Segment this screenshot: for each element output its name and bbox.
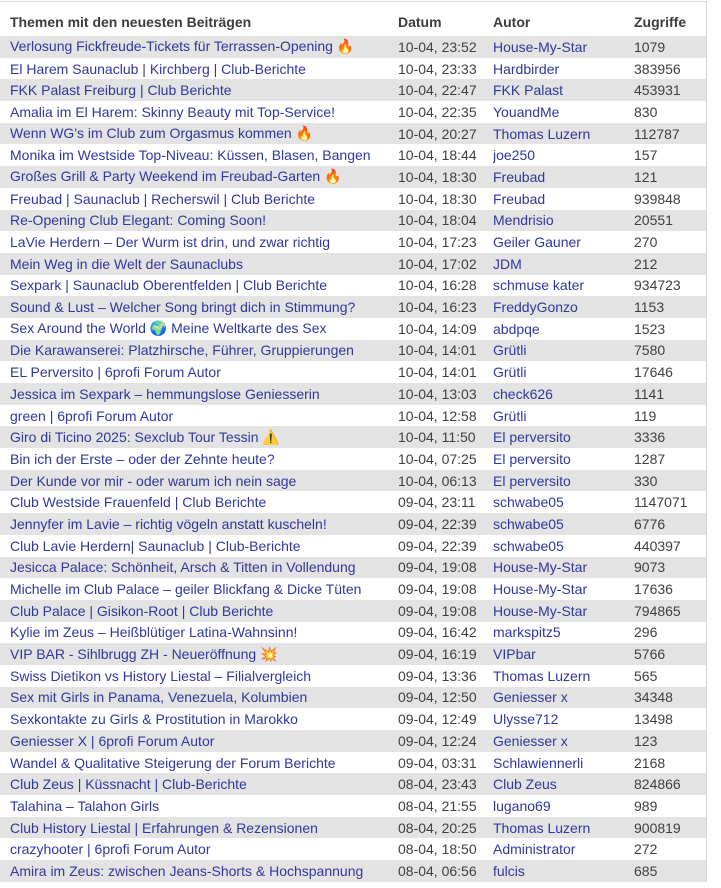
views-cell: 112787 [634,125,680,142]
views-cell: 1153 [634,299,665,316]
topic-link[interactable]: Die Karawanserei: Platzhirsche, Führer, Gruppierungen [10,342,354,359]
table-row [0,448,706,470]
topic-link[interactable]: Jennyfer im Lavie – richtig vögeln anstatt kuscheln! [10,515,327,532]
views-cell: 440397 [634,537,681,554]
views-cell: 20551 [634,212,673,229]
author-link[interactable]: House-My-Star [493,559,588,576]
date-cell: 10-04, 18:30 [398,168,477,185]
table-row [0,513,706,535]
topic-link[interactable]: Amalia im El Harem: Skinny Beauty mit Top-Service! [10,103,335,120]
topic-link[interactable]: Monika im Westside Top-Niveau: Küssen, Blasen, Bangen [10,147,371,164]
views-cell: 453931 [634,82,681,99]
date-cell: 09-04, 12:49 [398,711,477,728]
views-cell: 119 [634,407,657,424]
views-cell: 2168 [634,754,666,771]
table-row [0,817,706,839]
topic-link[interactable]: Club Lavie Herdern| Saunaclub | Club-Berichte [10,537,301,554]
table-row [0,708,706,730]
author-link[interactable]: El perversito [493,450,571,467]
date-cell: 10-04, 07:25 [398,450,477,467]
views-cell: 824866 [634,776,681,793]
author-link[interactable]: Geiler Gauner [493,234,581,251]
table-row [0,275,706,297]
date-cell: 09-04, 19:08 [398,602,477,619]
author-link[interactable]: YouandMe [493,103,560,120]
table-row [0,296,706,318]
views-cell: 1287 [634,450,666,467]
date-cell: 10-04, 18:30 [398,190,477,207]
topic-link[interactable]: green | 6profi Forum Autor [10,407,174,424]
author-link[interactable]: VIPbar [493,646,536,663]
author-link[interactable]: Mendrisio [493,212,554,229]
topic-link[interactable]: Giro di Ticino 2025: Sexclub Tour Tessin ⚠️ [10,428,280,445]
views-cell: 34348 [634,689,673,706]
table-row [0,253,706,275]
table-row [0,600,706,622]
topic-link[interactable]: Jessica im Sexpark – hemmungslose Geniesserin [10,385,320,402]
date-cell: 10-04, 23:52 [398,38,477,55]
topic-link[interactable]: Sexpark | Saunaclub Oberentfelden | Club Berichte [10,277,328,294]
table-row [0,318,706,340]
views-cell: 272 [634,841,658,858]
author-link[interactable]: abdpqe [493,320,540,337]
author-link[interactable]: House-My-Star [493,581,588,598]
topic-link[interactable]: Wenn WG's im Club zum Orgasmus kommen 🔥 [10,125,314,142]
topic-link[interactable]: LaVie Herdern – Der Wurm ist drin, und zwar richtig [10,234,331,251]
author-link[interactable]: Hardbirder [493,60,560,77]
author-link[interactable]: House-My-Star [493,602,588,619]
date-cell: 10-04, 06:13 [398,472,477,489]
topic-link[interactable]: Michelle im Club Palace – geiler Blickfang & Dicke Tüten [10,581,362,598]
table-row [0,36,706,58]
views-cell: 121 [634,168,658,185]
topic-link[interactable]: Verlosung Fickfreude-Tickets für Terrassen-Opening 🔥 [10,38,355,55]
table-row [0,535,706,557]
column-header-views: Zugriffe [634,14,687,30]
date-cell: 09-04, 03:31 [398,754,477,771]
author-link[interactable]: FKK Palast [493,82,564,99]
author-link[interactable]: Ulysse712 [493,711,559,728]
date-cell: 09-04, 22:39 [398,537,477,554]
topic-link[interactable]: VIP BAR - Sihlbrugg ZH - Neueröffnung 💥 [10,645,278,662]
views-cell: 3336 [634,429,666,446]
table-row [0,79,706,101]
table-row [0,383,706,405]
author-link[interactable]: markspitz5 [493,624,561,641]
author-link[interactable]: El perversito [493,472,571,489]
topic-link[interactable]: FKK Palast Freiburg | Club Berichte [10,82,232,99]
topic-link[interactable]: Wandel & Qualitative Steigerung der Forum Berichte [10,754,336,771]
date-cell: 08-04, 06:56 [398,862,477,879]
author-link[interactable]: schmuse kater [493,277,585,294]
views-cell: 13498 [634,711,673,728]
views-cell: 900819 [634,819,681,836]
author-link[interactable]: schwabe05 [493,537,564,554]
topic-link[interactable]: Mein Weg in die Welt der Saunaclubs [10,255,243,272]
views-cell: 5766 [634,646,666,663]
date-cell: 08-04, 23:43 [398,776,477,793]
topic-link[interactable]: Sex Around the World 🌍 Meine Weltkarte des Sex [10,320,327,337]
author-link[interactable]: Grütli [493,407,527,424]
views-cell: 939848 [634,190,681,207]
date-cell: 08-04, 18:50 [398,841,477,858]
table-row [0,231,706,253]
topics-table [0,1,707,882]
column-header-topics: Themen mit den neuesten Beiträgen [10,14,252,30]
date-cell: 10-04, 13:03 [398,385,477,402]
author-link[interactable]: Schlawiennerli [493,754,584,771]
date-cell: 10-04, 14:09 [398,320,477,337]
author-link[interactable]: FreddyGonzo [493,299,578,316]
table-row [0,101,706,123]
author-link[interactable]: Freubad [493,168,546,185]
author-link[interactable]: Grütli [493,342,527,359]
views-cell: 794865 [634,602,681,619]
author-link[interactable]: fulcis [493,862,525,879]
date-cell: 10-04, 12:58 [398,407,477,424]
date-cell: 09-04, 12:24 [398,732,477,749]
author-link[interactable]: Geniesser x [493,732,568,749]
views-cell: 934723 [634,277,681,294]
views-cell: 9073 [634,559,666,576]
views-cell: 685 [634,862,658,879]
table-row [0,578,706,600]
date-cell: 10-04, 18:04 [398,212,477,229]
date-cell: 10-04, 23:33 [398,60,477,77]
author-link[interactable]: Freubad [493,190,546,207]
date-cell: 10-04, 11:50 [398,429,476,446]
topic-link[interactable]: Club History Liestal | Erfahrungen & Rezensionen [10,819,318,836]
views-cell: 1523 [634,320,666,337]
date-cell: 09-04, 13:36 [398,667,477,684]
date-cell: 10-04, 18:44 [398,147,477,164]
topic-link[interactable]: Amira im Zeus: zwischen Jeans-Shorts & Hochspannung [10,862,364,879]
date-cell: 10-04, 14:01 [398,364,477,381]
topic-link[interactable]: Der Kunde vor mir - oder warum ich nein sage [10,472,297,489]
table-row [0,643,706,665]
table-row [0,795,706,817]
date-cell: 10-04, 22:35 [398,103,477,120]
date-cell: 10-04, 22:47 [398,82,477,99]
date-cell: 09-04, 19:08 [398,559,477,576]
date-cell: 08-04, 21:55 [398,797,477,814]
topic-link[interactable]: Kylie im Zeus – Heißblütiger Latina-Wahnsinn! [10,624,298,641]
table-row [0,752,706,774]
views-cell: 383956 [634,60,681,77]
views-cell: 17646 [634,364,673,381]
author-link[interactable]: schwabe05 [493,515,564,532]
topic-link[interactable]: Talahina – Talahon Girls [10,797,160,814]
author-link[interactable]: El perversito [493,429,571,446]
topic-link[interactable]: Sexkontakte zu Girls & Prostitution in Marokko [10,711,298,728]
views-cell: 212 [634,255,658,272]
date-cell: 10-04, 16:23 [398,299,477,316]
topic-link[interactable]: EL Perversito | 6profi Forum Autor [10,364,221,381]
views-cell: 1147071 [634,494,688,511]
views-cell: 157 [634,147,658,164]
views-cell: 296 [634,624,658,641]
date-cell: 09-04, 16:42 [398,624,477,641]
views-cell: 7580 [634,342,666,359]
author-link[interactable]: Geniesser x [493,689,568,706]
views-cell: 1141 [634,385,665,402]
table-row [0,426,706,448]
column-header-date: Datum [398,14,442,30]
author-link[interactable]: Grütli [493,364,527,381]
table-row [0,144,706,166]
topic-link[interactable]: Club Zeus | Küssnacht | Club-Berichte [10,776,247,793]
author-link[interactable]: Thomas Luzern [493,819,591,836]
date-cell: 09-04, 12:50 [398,689,477,706]
topic-link[interactable]: Re-Opening Club Elegant: Coming Soon! [10,212,267,229]
topic-link[interactable]: Bin ich der Erste – oder der Zehnte heute? [10,450,275,467]
views-cell: 989 [634,797,658,814]
table-row [0,210,706,232]
topic-link[interactable]: Swiss Dietikon vs History Liestal – Filialvergleich [10,667,312,684]
table-row [0,730,706,752]
date-cell: 10-04, 16:28 [398,277,477,294]
table-row [0,405,706,427]
table-row [0,340,706,362]
topic-link[interactable]: El Harem Saunaclub | Kirchberg | Club-Berichte [10,60,306,77]
topic-link[interactable]: Club Westside Frauenfeld | Club Berichte [10,494,267,511]
date-cell: 09-04, 19:08 [398,581,477,598]
table-row [0,361,706,383]
topic-link[interactable]: Sound & Lust – Welcher Song bringt dich in Stimmung? [10,299,356,316]
views-cell: 6776 [634,515,666,532]
author-link[interactable]: check626 [493,385,553,402]
author-link[interactable]: Thomas Luzern [493,125,591,142]
date-cell: 10-04, 17:02 [398,255,477,272]
table-row [0,622,706,644]
author-link[interactable]: joe250 [493,147,536,164]
views-cell: 123 [634,732,658,749]
table-row [0,838,706,860]
topic-link[interactable]: Sex mit Girls in Panama, Venezuela, Kolumbien [10,689,308,706]
date-cell: 09-04, 16:19 [398,646,477,663]
topic-link[interactable]: Club Palace | Gisikon-Root | Club Berichte [10,602,274,619]
table-row [0,470,706,492]
topic-link[interactable]: crazyhooter | 6profi Forum Autor [10,841,211,858]
table-row [0,188,706,210]
date-cell: 09-04, 23:11 [398,494,476,511]
author-link[interactable]: House-My-Star [493,38,588,55]
table-row [0,491,706,513]
table-row [0,665,706,687]
date-cell: 08-04, 20:25 [398,819,477,836]
topic-link[interactable]: Freubad | Saunaclub | Recherswil | Club Berichte [10,190,316,207]
author-link[interactable]: Club Zeus [493,776,557,793]
views-cell: 330 [634,472,658,489]
author-link[interactable]: Administrator [493,841,576,858]
views-cell: 1079 [634,38,666,55]
table-row [0,860,706,882]
table-header [0,2,706,36]
views-cell: 830 [634,103,658,120]
date-cell: 10-04, 17:23 [398,234,477,251]
views-cell: 17636 [634,581,673,598]
topic-link[interactable]: Großes Grill & Party Weekend im Freubad-Garten 🔥 [10,168,342,185]
views-cell: 270 [634,234,658,251]
date-cell: 10-04, 14:01 [398,342,477,359]
author-link[interactable]: lugano69 [493,797,551,814]
views-cell: 565 [634,667,658,684]
table-row [0,166,706,188]
topic-link[interactable]: Geniesser X | 6profi Forum Autor [10,732,215,749]
table-row [0,58,706,80]
author-link[interactable]: JDM [493,255,522,272]
date-cell: 09-04, 22:39 [398,515,477,532]
column-header-author: Autor [493,14,531,30]
table-row [0,773,706,795]
topic-link[interactable]: Jesicca Palace: Schönheit, Arsch & Titten in Vollendung [10,559,356,576]
author-link[interactable]: schwabe05 [493,494,564,511]
table-row [0,123,706,145]
date-cell: 10-04, 20:27 [398,125,477,142]
table-row [0,687,706,709]
author-link[interactable]: Thomas Luzern [493,667,591,684]
table-row [0,557,706,579]
table-body [0,36,706,882]
